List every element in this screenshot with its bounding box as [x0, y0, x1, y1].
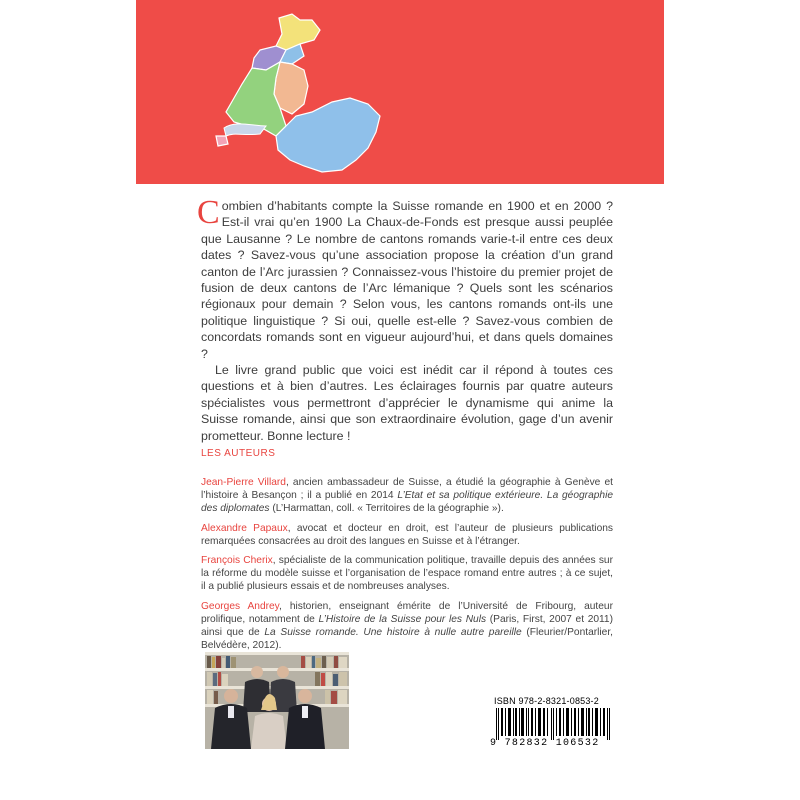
cover-banner — [136, 0, 664, 184]
author-book-title: L’Etat et sa politique extérieure. La géographie des diplomates — [201, 490, 614, 515]
blurb — [197, 194, 613, 444]
barcode-digits: 9 782832 106532 — [490, 738, 600, 749]
isbn-barcode-block — [490, 694, 618, 750]
blurb-paragraph-2: Le livre grand public que voici est inédit car il répond à toutes ces questions et à bien d’autres. Les éclairages fournis par quatre auteurs spécialistes vous permettront d’apprécier le dynamisme qui anime la Suisse romande, ainsi que son extraordinaire évolution, gage d’un avenir prometteur. Bonne lecture ! — [201, 363, 613, 443]
author-name: François Cherix — [201, 555, 273, 567]
author-entry — [201, 600, 613, 653]
dropcap: C — [197, 194, 220, 231]
author-entry — [201, 476, 613, 516]
author-bio: , spécialiste de la communication politique, travaille depuis des années sur la réforme du modèle suisse et l’organisation de l’espace romand entre autres ; à ce sujet, il a publié plusieurs essais et de nombreuses analyses. — [201, 555, 613, 593]
author-bio: (Paris, First, 2007 et 2011) ainsi que de — [201, 613, 613, 639]
back-cover — [136, 0, 664, 800]
authors-list — [201, 476, 613, 658]
author-name: Jean-Pierre Villard — [201, 477, 286, 488]
blurb-paragraph-1-text: ombien d’habitants compte la Suisse romande en 1900 et en 2000 ? Est-il vrai qu’en 1900 La Chaux-de-Fonds est presque aussi peuplée que Lausanne ? Le nombre de cantons romands varie-t-il entre ces deux dates ? Savez-vous qu’une association propose la création d’un grand canton de l’Arc jurassien ? Connaissez-vous l’histoire du premier projet de fusion de deux cantons de l’Arc lémanique ? Quels sont les scénarios régionaux pour demain ? Selon vous, les cantons romands ont-ils une politique linguistique ? Si oui, quelle est-elle ? Savez-vous combien de concordats romands sont en vigueur aujourd’hui, et dans quels domaines ? — [201, 199, 613, 361]
author-bio: , historien, enseignant émérite de l’Université de Fribourg, auteur prolifique, notamment de — [201, 600, 613, 625]
author-bio: , ancien ambassadeur de Suisse, a étudié la géographie à Genève et l’histoire à Besançon ; il a publié en 2014 — [201, 477, 613, 502]
isbn-label: ISBN 978-2-8321-0853-2 — [494, 696, 599, 706]
blurb-paragraph-1 — [197, 194, 613, 362]
author-bio: (Fleurier/Pontarlier, Belvédère, 2012). — [201, 627, 613, 652]
romandie-map — [136, 0, 664, 184]
authors-heading: LES AUTEURS — [201, 448, 276, 459]
author-name: Georges Andrey — [201, 600, 280, 612]
author-bio: (L’Harmattan, coll. « Territoires de la géographie »). — [269, 503, 504, 515]
author-bio: , avocat et docteur en droit, est l’auteur de plusieurs publications remarquées consacrées au droit des langues en Suisse et à l’étranger. — [201, 522, 613, 547]
author-entry — [201, 522, 613, 548]
authors-photo — [205, 652, 349, 749]
author-entry — [201, 554, 613, 594]
barcode — [490, 708, 618, 740]
author-book-title: La Suisse romande. Une histoire à nulle autre pareille — [264, 627, 522, 639]
author-name: Alexandre Papaux — [201, 522, 288, 534]
author-book-title: L’Histoire de la Suisse pour les Nuls — [318, 613, 487, 625]
